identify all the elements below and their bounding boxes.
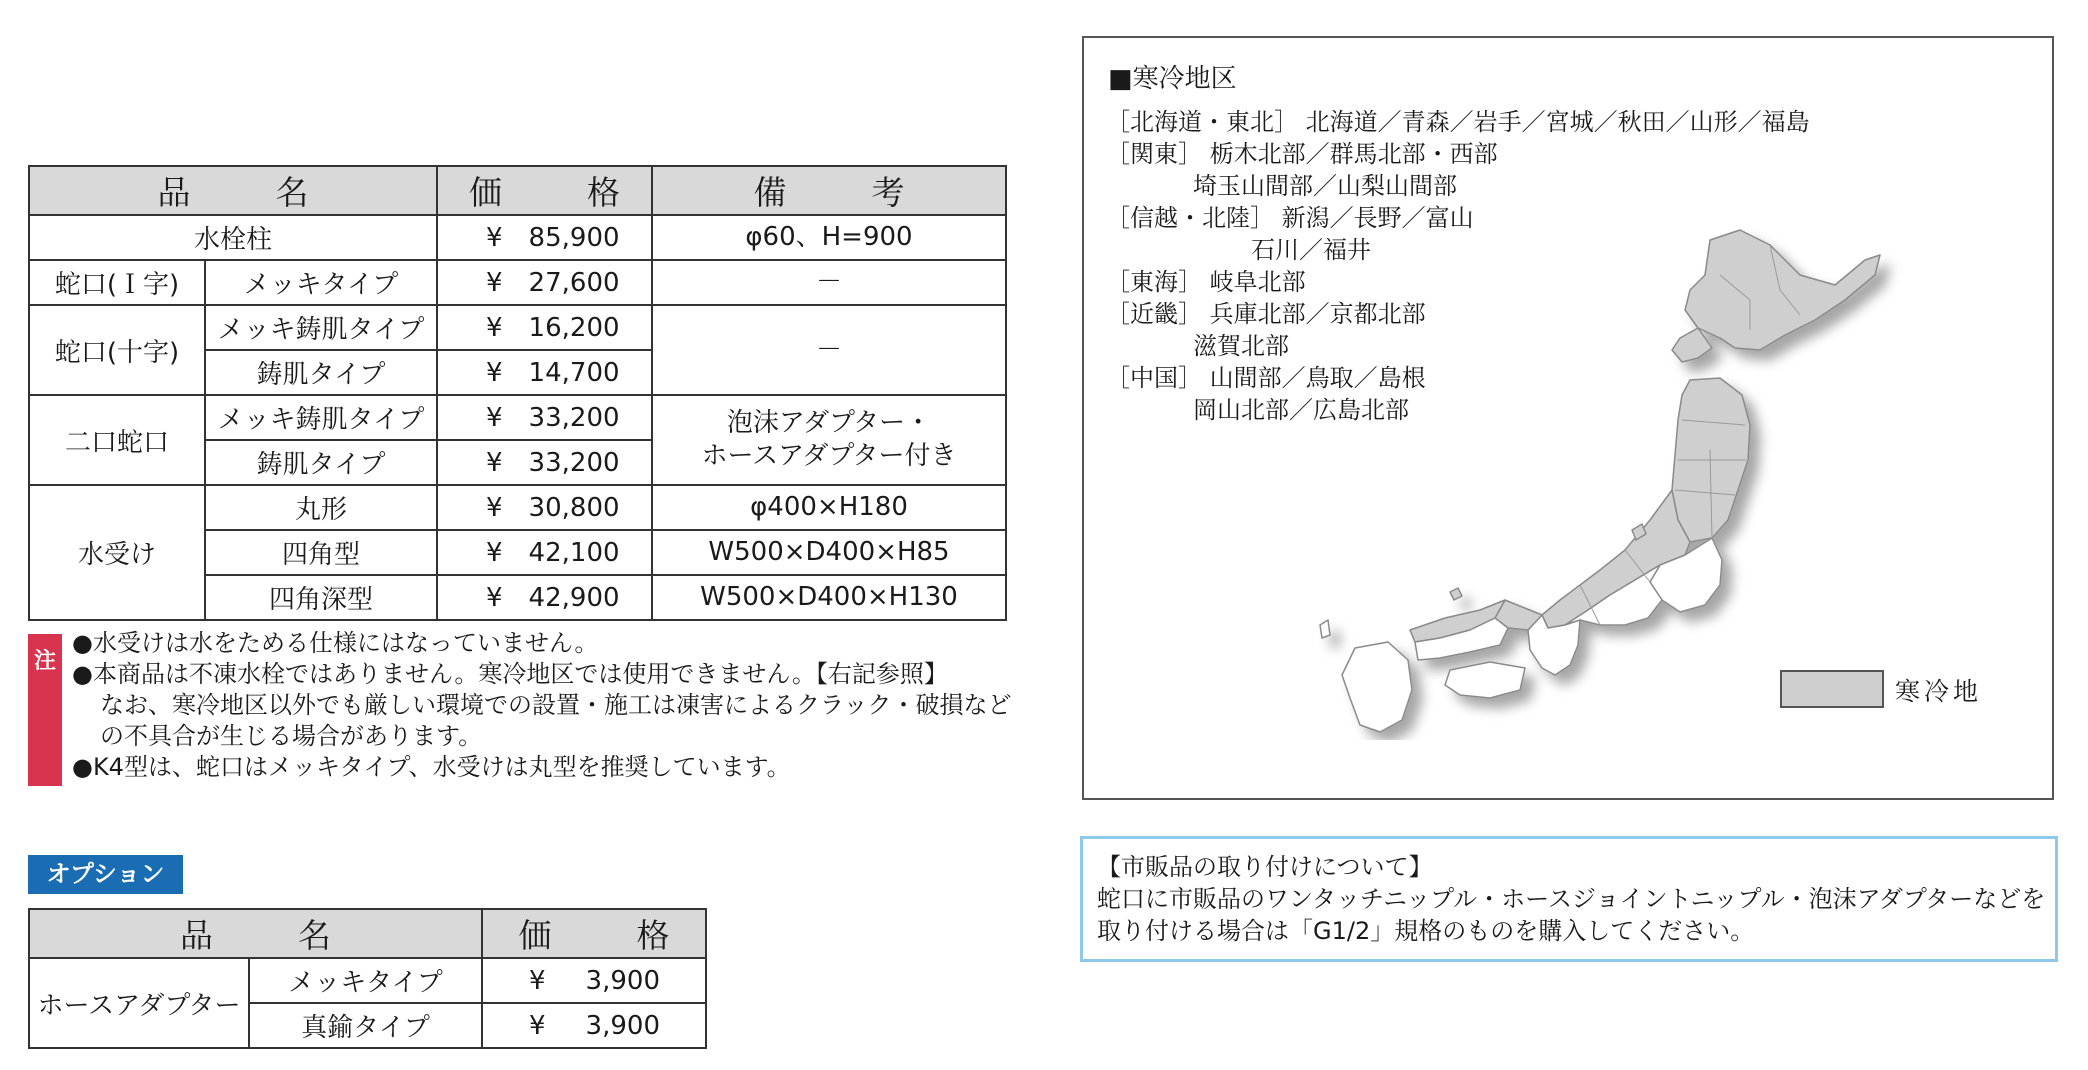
region-line: ［信越・北陸］ 新潟／長野／富山 <box>1106 204 1474 232</box>
remark-cell: － <box>652 305 1006 395</box>
product-type: 真鍮タイプ <box>249 1003 482 1048</box>
price-cell: ¥ 3,900 <box>482 1003 706 1048</box>
header-name: 品 名 <box>29 909 482 958</box>
shikoku-region <box>1445 662 1525 698</box>
header-price: 価 格 <box>437 166 652 215</box>
header-price: 価 格 <box>482 909 706 958</box>
note-line: の不具合が生じる場合があります。 <box>100 722 483 750</box>
table-header-row <box>29 166 1006 215</box>
option-table <box>28 908 707 1049</box>
price-cell: ¥ 27,600 <box>437 260 652 305</box>
product-type: メッキ鋳肌タイプ <box>205 305 437 350</box>
price-cell: ¥ 85,900 <box>437 215 652 260</box>
commercial-note <box>1080 836 2058 962</box>
product-type: 四角深型 <box>205 575 437 620</box>
table-header-row <box>29 909 706 958</box>
hokkaido-region <box>1685 230 1880 350</box>
product-group: 水受け <box>29 485 205 620</box>
region-line: 滋賀北部 <box>1193 332 1289 360</box>
price-cell: ¥ 33,200 <box>437 440 652 485</box>
header-name: 品 名 <box>29 166 437 215</box>
price-cell: ¥ 14,700 <box>437 350 652 395</box>
region-line: ［関東］ 栃木北部／群馬北部・西部 <box>1106 140 1498 168</box>
option-label: オプション <box>28 855 183 894</box>
map-title: ■寒冷地区 <box>1108 64 1237 94</box>
kyushu-region <box>1342 642 1412 732</box>
product-name: 水栓柱 <box>29 215 437 260</box>
price-table <box>28 165 1007 621</box>
tsushima-island <box>1320 620 1330 638</box>
notes <box>72 628 1032 783</box>
notes-badge: 注 <box>28 634 62 786</box>
commercial-line: 取り付ける場合は「G1/2」規格のものを購入してください。 <box>1097 917 1755 945</box>
header-remark: 備 考 <box>652 166 1006 215</box>
oki-island <box>1450 588 1462 600</box>
product-group: 二口蛇口 <box>29 395 205 485</box>
region-line: ［東海］ 岐阜北部 <box>1106 268 1306 296</box>
remark-cell: － <box>652 260 1006 305</box>
product-type: メッキタイプ <box>205 260 437 305</box>
region-line: 岡山北部／広島北部 <box>1193 396 1409 424</box>
price-cell: ¥ 3,900 <box>482 958 706 1003</box>
product-type: 四角型 <box>205 530 437 575</box>
price-cell: ¥ 42,900 <box>437 575 652 620</box>
remark-line: ホースアダプター付き <box>701 441 957 471</box>
product-type: メッキ鋳肌タイプ <box>205 395 437 440</box>
note-line: ●K4型は、蛇口はメッキタイプ、水受けは丸型を推奨しています。 <box>72 753 791 781</box>
note-line: なお、寒冷地区以外でも厳しい環境での設置・施工は凍害によるクラック・破損など <box>100 691 1012 719</box>
price-cell: ¥ 30,800 <box>437 485 652 530</box>
remark-line: 泡沫アダプター・ <box>726 408 932 438</box>
product-type: 鋳肌タイプ <box>205 350 437 395</box>
product-type: メッキタイプ <box>249 958 482 1003</box>
region-line: ［近畿］ 兵庫北部／京都北部 <box>1106 300 1426 328</box>
hokkaido-tail <box>1672 328 1712 362</box>
legend-swatch <box>1780 670 1884 708</box>
product-type: 丸形 <box>205 485 437 530</box>
table-row <box>29 305 1006 350</box>
region-line: ［北海道・東北］ 北海道／青森／岩手／宮城／秋田／山形／福島 <box>1106 108 1810 136</box>
region-line: ［中国］ 山間部／鳥取／島根 <box>1106 364 1426 392</box>
remark-cell <box>652 395 1006 485</box>
table-row <box>29 395 1006 440</box>
remark-cell: φ60、H=900 <box>652 215 1006 260</box>
table-row <box>29 260 1006 305</box>
table-row <box>29 215 1006 260</box>
region-line: 石川／福井 <box>1251 236 1371 264</box>
price-cell: ¥ 42,100 <box>437 530 652 575</box>
note-line: ●本商品は不凍水栓ではありません。寒冷地区では使用できません。【右記参照】 <box>72 660 948 688</box>
commercial-line: 蛇口に市販品のワンタッチニップル・ホースジョイントニップル・泡沫アダプターなどを <box>1097 885 2046 913</box>
remark-cell: W500×D400×H85 <box>652 530 1006 575</box>
table-row <box>29 485 1006 530</box>
price-cell: ¥ 16,200 <box>437 305 652 350</box>
japan-map <box>1280 220 1983 740</box>
product-group: ホースアダプター <box>29 958 249 1048</box>
note-line: ●水受けは水をためる仕様にはなっていません。 <box>72 629 599 657</box>
region-line: 埼玉山間部／山梨山間部 <box>1193 172 1457 200</box>
remark-cell: W500×D400×H130 <box>652 575 1006 620</box>
commercial-title: 【市販品の取り付けについて】 <box>1097 853 1433 881</box>
product-group: 蛇口(Ｉ字) <box>29 260 205 305</box>
product-group: 蛇口(十字) <box>29 305 205 395</box>
remark-cell: φ400×H180 <box>652 485 1006 530</box>
table-row <box>29 958 706 1003</box>
price-cell: ¥ 33,200 <box>437 395 652 440</box>
legend-label: 寒冷地 <box>1895 677 1983 706</box>
product-type: 鋳肌タイプ <box>205 440 437 485</box>
